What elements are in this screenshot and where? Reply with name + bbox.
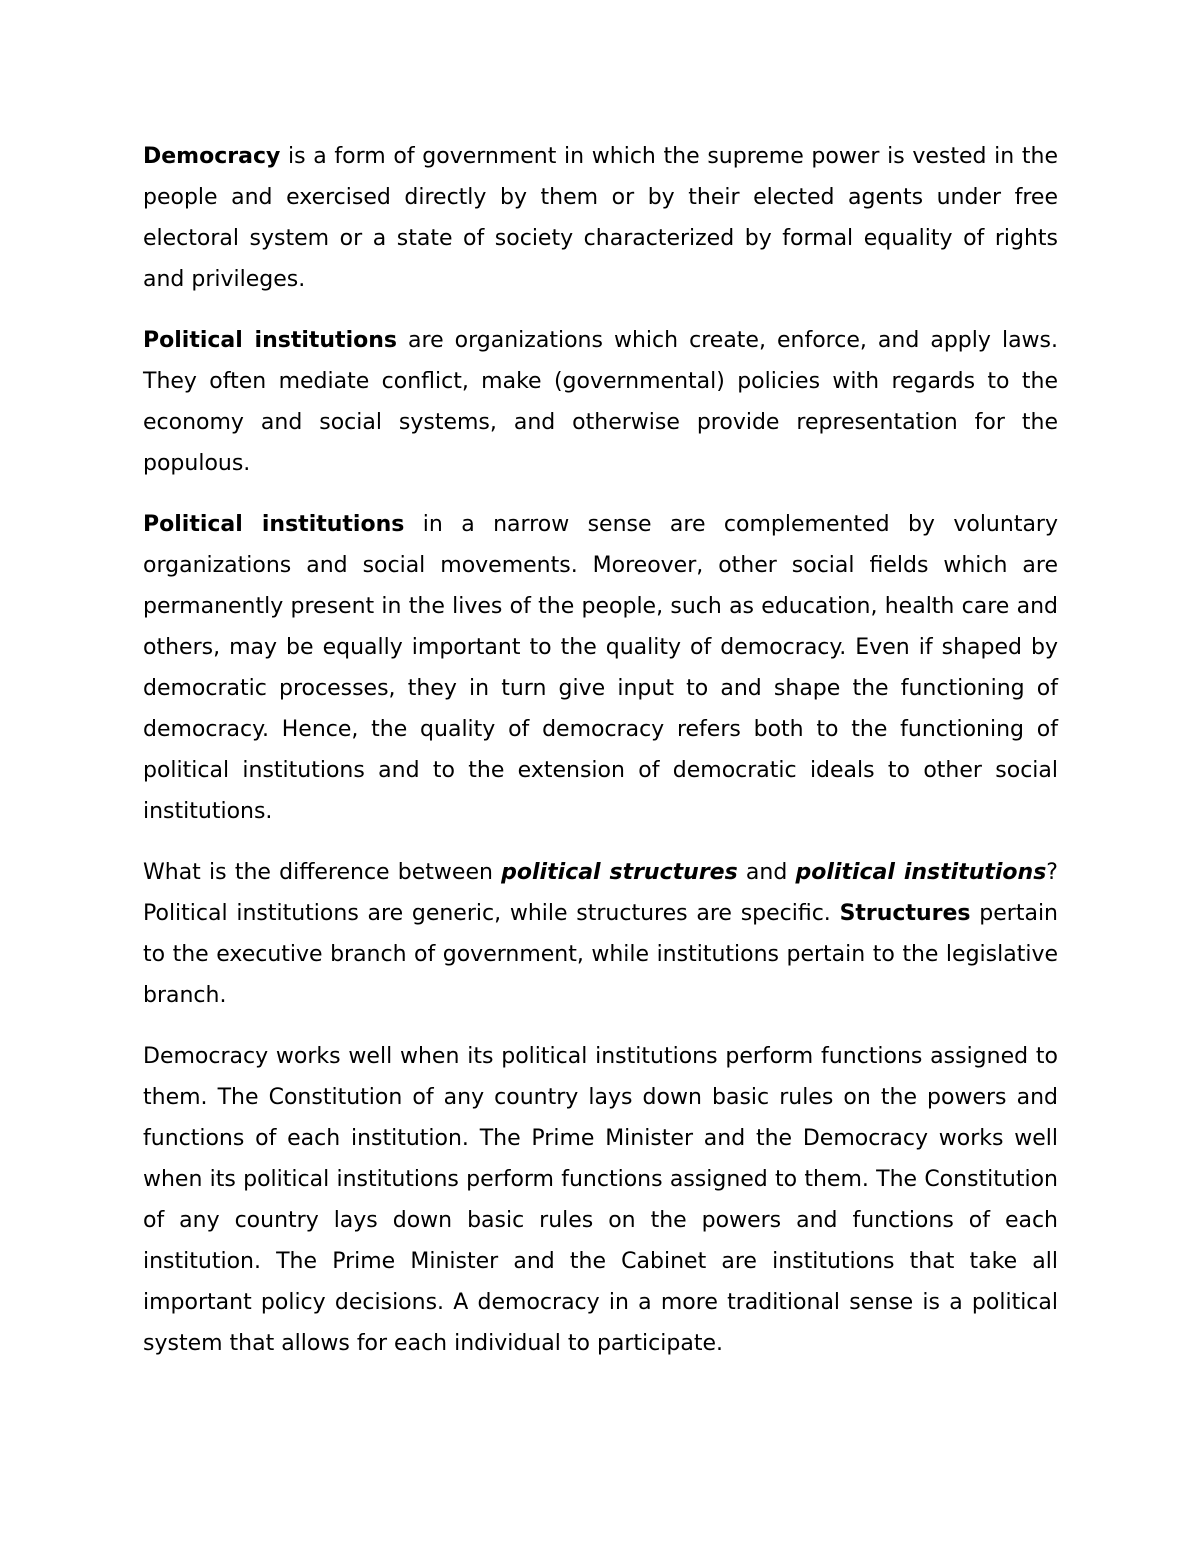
paragraph-text: in a narrow sense are complemented by voluntary organizations and social movements. Moreover, other social fields which are permanently present in the lives of the people, such as education, health care and others, may be equally important to the quality of democracy. Even if shaped by democratic processes, they in turn give input to and shape the functioning of democracy. Hence, the quality of democracy refers both to the functioning of political institutions and to the extension of democratic ideals to other social institutions. (143, 512, 1058, 824)
paragraph-text: Democracy works well when its political institutions perform functions assigned to them. The Constitution of any country lays down basic rules on the powers and functions of each institution. The Prime Minister and the Democracy works well when its political institutions perform functions assigned to them. The Constitution of any country lays down basic rules on the powers and functions of each institution. The Prime Minister and the Cabinet are institutions that take all important policy decisions. A democracy in a more traditional sense is a political system that allows for each individual to participate. (143, 1044, 1058, 1356)
paragraph-political-institutions-narrow-sense (143, 504, 1058, 832)
paragraph-democracy-definition (143, 136, 1058, 300)
term-political-structures: political structures (501, 860, 738, 885)
term-democracy: Democracy (143, 144, 281, 169)
term-political-institutions: Political institutions (143, 328, 397, 353)
paragraph-text: ? Political institutions are generic, while structures are specific. (143, 860, 1058, 926)
document-page (143, 136, 1058, 1384)
term-political-institutions: Political institutions (143, 512, 405, 537)
paragraph-structures-vs-institutions (143, 852, 1058, 1016)
paragraph-text: are organizations which create, enforce, and apply laws. They often mediate conflict, make (governmental) policies with regards to the economy and social systems, and otherwise provide representation for the populous. (143, 328, 1058, 476)
paragraph-text: is a form of government in which the supreme power is vested in the people and exercised directly by them or by their elected agents under free electoral system or a state of society characterized by formal equality of rights and privileges. (143, 144, 1058, 292)
term-structures: Structures (839, 901, 971, 926)
term-political-institutions: political institutions (795, 860, 1047, 885)
paragraph-text: and (737, 860, 796, 885)
paragraph-text: pertain to the executive branch of government, while institutions pertain to the legislative branch. (143, 901, 1058, 1008)
paragraph-democracy-works-well (143, 1036, 1058, 1364)
paragraph-political-institutions-definition (143, 320, 1058, 484)
paragraph-text: What is the difference between (143, 860, 502, 885)
